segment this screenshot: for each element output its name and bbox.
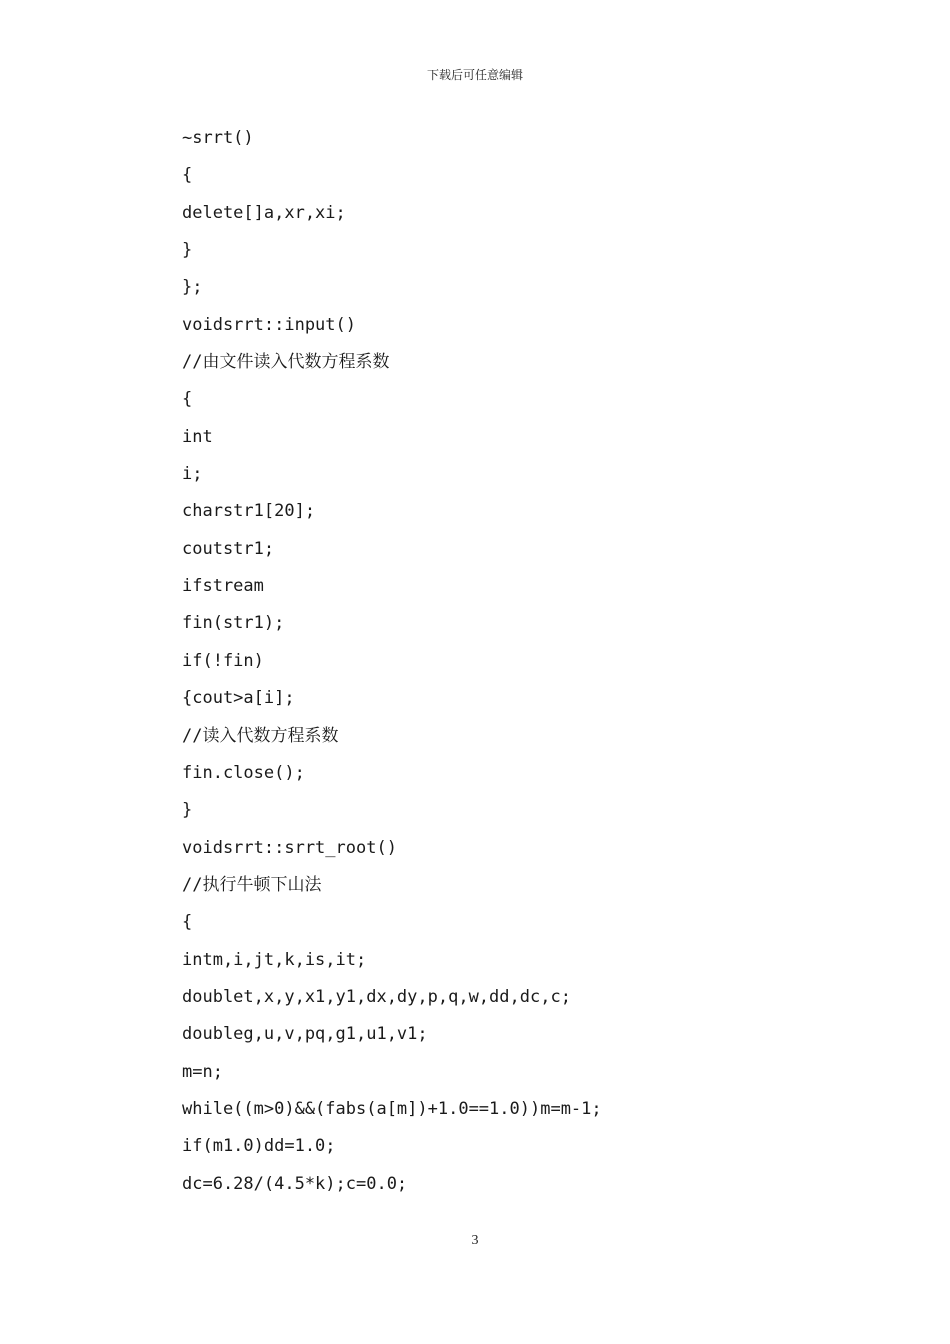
code-line: { — [182, 389, 193, 410]
code-line: { — [182, 912, 193, 933]
code-line: ~srrt() — [182, 128, 254, 148]
code-line: }; — [182, 277, 203, 298]
code-line: ifstream — [182, 576, 264, 597]
code-line: fin(str1); — [182, 613, 285, 634]
code-line: doubleg,u,v,pq,g1,u1,v1; — [182, 1024, 428, 1045]
code-line: } — [182, 240, 193, 261]
code-line: m=n; — [182, 1061, 223, 1082]
code-line: //由文件读入代数方程系数 — [182, 352, 390, 373]
code-listing — [182, 126, 882, 1209]
code-line: while((m>0)&&(fabs(a[m])+1.0==1.0))m=m-1; — [182, 1098, 602, 1119]
code-line: //读入代数方程系数 — [182, 725, 339, 746]
code-line: {cout>a[i]; — [182, 688, 295, 709]
code-line: charstr1[20]; — [182, 501, 316, 522]
code-line: doublet,x,y,x1,y1,dx,dy,p,q,w,dd,dc,c; — [182, 986, 571, 1007]
code-line: delete[]a,xr,xi; — [182, 202, 346, 223]
code-line: intm,i,jt,k,is,it; — [182, 949, 367, 970]
code-line: voidsrrt::srrt_root() — [182, 837, 397, 858]
code-line: dc=6.28/(4.5*k);c=0.0; — [182, 1173, 408, 1194]
code-line: int — [182, 426, 213, 447]
code-line: } — [182, 800, 193, 821]
code-line: fin.close(); — [182, 762, 305, 783]
code-line: //执行牛顿下山法 — [182, 874, 322, 895]
code-line: if(!fin) — [182, 650, 264, 671]
code-line: voidsrrt::input() — [182, 314, 356, 335]
code-line: i; — [182, 464, 203, 485]
code-line: coutstr1; — [182, 538, 275, 559]
code-line: if(m1.0)dd=1.0; — [182, 1136, 336, 1157]
code-line: { — [182, 165, 193, 186]
page-number: 3 — [471, 1233, 479, 1248]
page-header: 下载后可任意编辑 — [426, 68, 523, 82]
